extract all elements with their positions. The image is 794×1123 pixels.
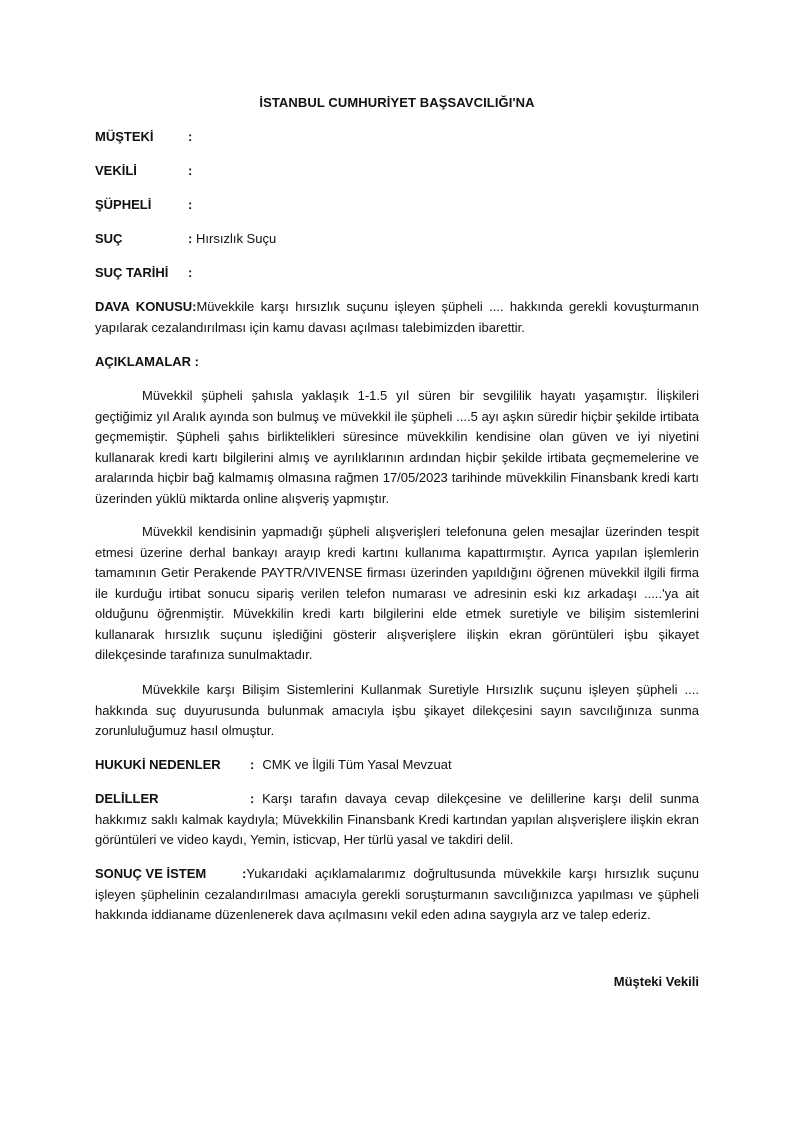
field-label: ŞÜPHELİ [95, 197, 152, 212]
sonuc-section [95, 864, 699, 926]
deliller-label: DELİLLER [95, 791, 159, 806]
dava-konusu-paragraph [95, 297, 699, 338]
explanation-paragraph-2: Müvekkil kendisinin yapmadığı şüpheli alışverişleri telefonuna gelen mesajlar üzerinden tespit etmesi üzerine derhal bankayı arayıp kredi kartını kullanıma kapattırmıştır. Ayrıca yapılan işlemlerin tamamının Getir Perakende PAYTR/VIVENSE firması üzerinden yapıldığını öğrenen müvekkil ilgili firma ile kurduğu irtibat sonucu sipariş verilen telefon numarası ve adresinin eski kız arkadaşı .....'ya ait olduğunu öğrenmiştir. Müvekkilin kredi kartı bilgilerini elde etmek suretiyle ve bilişim sistemlerini kullanarak hırsızlık suçunu işlediğini gösterir alışverişlere ilişkin ekran görüntüleri işbu şikayet dilekçesinde tarafınıza sunulmaktadır. [95, 524, 699, 662]
explanation-paragraph-1: Müvekkil şüpheli şahısla yaklaşık 1-1.5 yıl süren bir sevgililik hayatı yaşamıştır. İlişkileri geçtiğimiz yıl Aralık ayında son bulmuş ve müvekkil ile şüpheli ....5 ayı aşkın süredir hiçbir şekilde irtibata geçmemiştir. Şüpheli şahıs birliktelikleri süresince müvekkilin kendisine olan güven ve iyi niyetini kullanarak kredi kartı bilgilerini almış ve ayrılıklarının ardından hiçbir şekilde irtibata geçmemelerine ve aralarında hiçbir bağ kalmamış olmasına rağmen 17/05/2023 tarihinde müvekkilin Finansbank kredi kartı üzerinden yüklü miktarda online alışveriş yapmıştır. [95, 388, 699, 506]
field-colon: : [188, 231, 193, 246]
aciklamalar-heading: AÇIKLAMALAR : [95, 354, 199, 369]
deliller-section [95, 789, 699, 851]
field-colon: : [188, 129, 193, 144]
sonuc-text: Yukarıdaki açıklamalarımız doğrultusunda müvekkile karşı hırsızlık suçunu işleyen şüphelinin cezalandırılması amacıyla gerekli soruşturmanın savcılığınızca yapılması ve şüpheli hakkında iddianame düzenlenerek dava açılmasını vekil eden adına saygıyla arz ve talep ederiz. [95, 866, 699, 922]
field-value: Hırsızlık Suçu [196, 231, 277, 246]
field-label: SUÇ TARİHİ [95, 265, 169, 280]
sonuc-colon: : [242, 866, 247, 881]
dava-konusu-label: DAVA KONUSU: [95, 299, 197, 314]
field-label: MÜŞTEKİ [95, 129, 154, 144]
field-label: VEKİLİ [95, 163, 137, 178]
hukuki-nedenler-label: HUKUKİ NEDENLER [95, 757, 221, 772]
explanation-paragraph-3: Müvekkile karşı Bilişim Sistemlerini Kullanmak Suretiyle Hırsızlık suçunu işleyen şüpheli .... hakkında suç duyurusunda bulunmak amacıyla işbu şikayet dilekçesini sayın savcılığınıza sunma zorunluluğumuz hasıl olmuştur. [95, 682, 699, 738]
hukuki-nedenler-text: CMK ve İlgili Tüm Yasal Mevzuat [262, 757, 452, 772]
field-colon: : [188, 265, 193, 280]
dava-konusu-text: Müvekkile karşı hırsızlık suçunu işleyen şüpheli .... hakkında gerekli kovuşturmanın yapılarak cezalandırılması için kamu davası açılması talebimizden ibarettir. [95, 299, 699, 335]
field-label: SUÇ [95, 231, 123, 246]
deliller-colon: : [250, 791, 255, 806]
sonuc-label: SONUÇ VE İSTEM [95, 866, 207, 881]
hukuki-nedenler-section [95, 755, 699, 776]
deliller-text: Karşı tarafın davaya cevap dilekçesine ve delillerine karşı delil sunma hakkımız saklı kalmak kaydıyla; Müvekkilin Finansbank Kredi kartından yapılan alışverişlere ilişkin ekran görüntüleri ve video kaydı, Yemin, isticvap, Her türlü yasal ve takdiri delil. [95, 791, 699, 847]
field-colon: : [188, 163, 193, 178]
document-title: İSTANBUL CUMHURİYET BAŞSAVCILIĞI'NA [259, 95, 535, 110]
field-colon: : [188, 197, 193, 212]
signature: Müşteki Vekili [613, 974, 699, 989]
hukuki-nedenler-colon: : [250, 757, 255, 772]
